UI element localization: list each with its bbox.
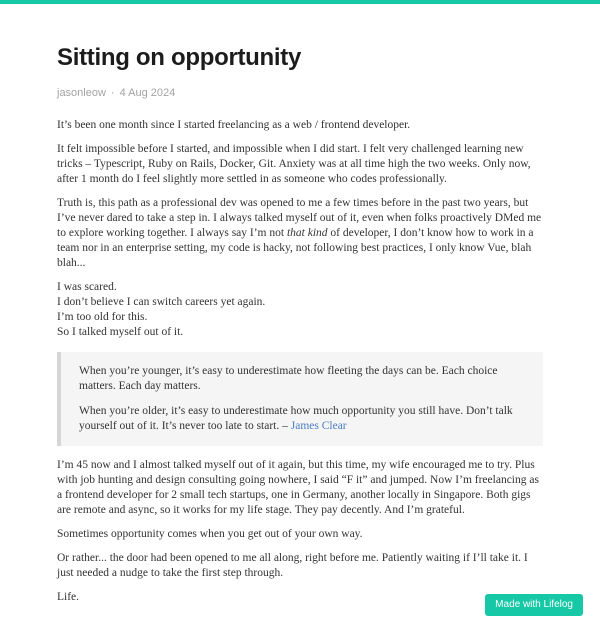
paragraph: Sometimes opportunity comes when you get out of your own way. <box>57 528 363 540</box>
paragraph <box>57 196 543 271</box>
quote-paragraph: When you’re younger, it’s easy to underestimate how fleeting the days can be. Each choice matters. Each day matters. <box>79 365 498 392</box>
paragraph: Life. <box>57 591 80 603</box>
paragraph: It’s been one month since I started freelancing as a web / frontend developer. <box>57 119 411 131</box>
post-body <box>57 118 543 605</box>
byline <box>57 87 543 100</box>
line: I’m too old for this. <box>57 311 148 323</box>
post-date: 4 Aug 2024 <box>119 87 176 99</box>
paragraph-text: Truth is, this path as a professional dev was opened to me a few times before in the past two years, but I’ve never dared to take a step in. I always talked myself out of it, even when folks proactively DMed me to explore working together. I always say I’m not <box>57 197 542 239</box>
page-title: Sitting on opportunity <box>57 44 302 71</box>
quote-text: When you’re older, it’s easy to underestimate how much opportunity you still have. Don’t talk yourself out of it. It’s never too late to start. – <box>79 405 513 432</box>
paragraph: I’m 45 now and I almost talked myself out of it again, but this time, my wife encouraged me to try. Plus with job hunting and design consulting going nowhere, I said “F it” and jumped. Now I’m freelancing as a frontend developer for 2 small tech startups, one in Germany, another locally in Singapore. Both gigs are remote and async, so it works for my life stage. They pay decently. And I’m grateful. <box>57 459 539 516</box>
paragraph <box>57 280 543 340</box>
james-clear-link[interactable]: James Clear <box>290 420 347 432</box>
post-page <box>0 4 600 605</box>
paragraph-text: of developer, I don’t know how to work in a team nor in an enterprise setting, my code is hacky, not following best practices, I only know Vue, blah blah... <box>57 227 534 269</box>
line: So I talked myself out of it. <box>57 326 184 338</box>
footer-badge-container <box>485 594 583 616</box>
paragraph: Or rather... the door had been opened to me all along, right before me. Patiently waiting if I’ll take it. I just needed a nudge to take the first step through. <box>57 552 528 579</box>
quote-paragraph <box>79 404 525 434</box>
line: I was scared. <box>57 281 117 293</box>
line: I don’t believe I can switch careers yet again. <box>57 296 266 308</box>
byline-separator: · <box>110 87 115 99</box>
made-with-lifelog-badge[interactable]: Made with Lifelog <box>485 594 583 616</box>
author-name: jasonleow <box>57 87 106 99</box>
blockquote <box>57 352 543 446</box>
paragraph: It felt impossible before I started, and impossible when I did start. I felt very challenged learning new tricks – Typescript, Ruby on Rails, Docker, Git. Anxiety was at all time high the two weeks. Only now, after 1 month do I feel slightly more settled in as someone who codes professionally. <box>57 143 531 185</box>
emphasized-text: that kind <box>286 227 328 239</box>
